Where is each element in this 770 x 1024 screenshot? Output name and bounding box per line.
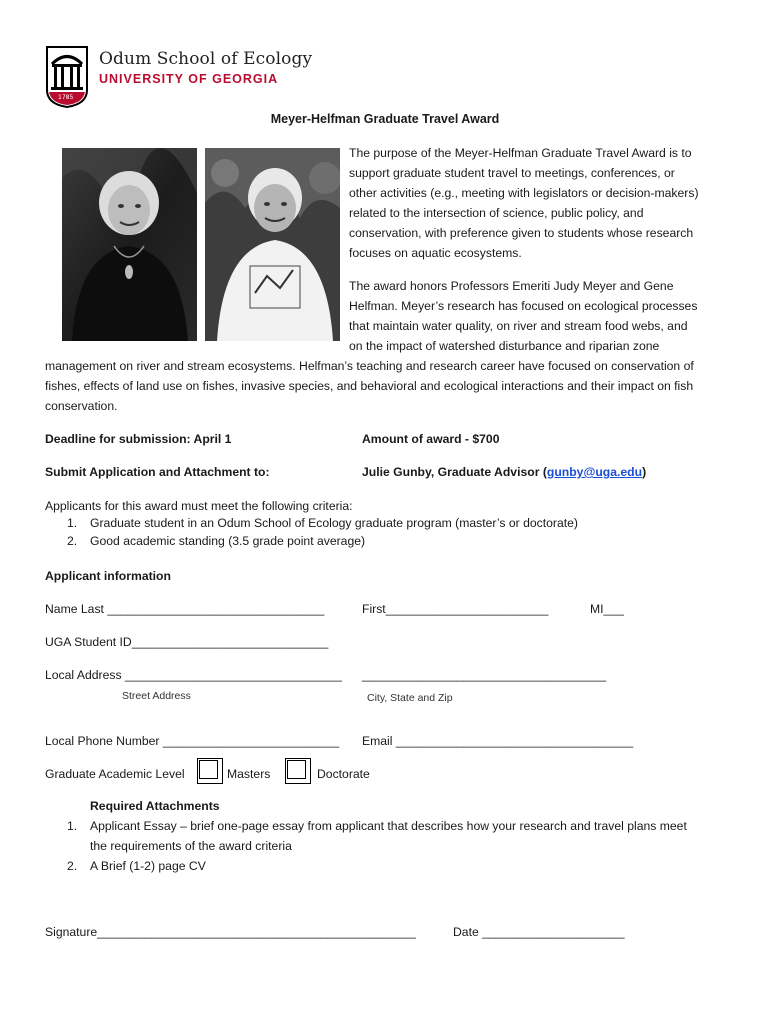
attachments-heading: Required Attachments [90,799,220,813]
text-line: conservation, with preference given to students whose research [349,226,694,240]
text-line: The award honors Professors Emeriti Judy Meyer and Gene [349,279,674,293]
text-line: that maintain water quality, on river and stream food webs, and [349,319,688,333]
middle-initial-field[interactable]: MI___ [590,602,624,616]
attachment-item-1-cont: the requirements of the award criteria [90,839,292,853]
amount-text: Amount of award - $700 [362,432,500,446]
attachment-num-2: 2. [67,859,78,873]
text-line: focuses on aquatic ecosystems. [349,246,522,260]
photo-judy-meyer [62,148,197,341]
text-line: on the impact of watershed disturbance and riparian zone [349,339,660,353]
submit-to-text: Submit Application and Attachment to: [45,465,270,479]
last-name-field[interactable]: Name Last ________________________________ [45,602,325,616]
seal-year: 1785 [58,94,74,101]
advisor-name: Julie Gunby, Graduate Advisor ( [362,465,547,479]
school-name: Odum School of Ecology [99,49,313,69]
local-address-field[interactable]: Local Address ________________________________ [45,668,342,682]
advisor-contact [362,463,646,481]
page-title: Meyer-Helfman Graduate Travel Award [270,112,500,126]
honors-paragraph [349,276,729,356]
applicant-heading: Applicant information [45,569,171,583]
masters-label: Masters [227,767,271,781]
text-line: conservation. [45,399,118,413]
text-line: other activities (e.g., meeting with legislators or decision-makers) [349,186,699,200]
academic-level-label: Graduate Academic Level [45,767,185,781]
student-id-field[interactable]: UGA Student ID_____________________________ [45,635,329,649]
criteria-intro: Applicants for this award must meet the following criteria: [45,499,353,513]
checkbox-inner [287,760,306,779]
text-line: Helfman. Meyer’s research has focused on ecological processes [349,299,698,313]
checkbox-inner [199,760,218,779]
deadline-text: Deadline for submission: April 1 [45,432,232,446]
text-line: related to the intersection of science, public policy, and [349,206,644,220]
doctorate-checkbox[interactable] [285,758,311,784]
criteria-num-2: 2. [67,534,78,548]
phone-field[interactable]: Local Phone Number __________________________ [45,734,340,748]
email-field[interactable]: Email ___________________________________ [362,734,634,748]
date-field[interactable]: Date _____________________ [453,925,625,939]
text-line: fishes, effects of land use on fishes, invasive species, and behavioral and ecological interactions and their impact on fish [45,379,694,393]
university-name: UNIVERSITY OF GEORGIA [99,72,279,86]
criteria-item-2: Good academic standing (3.5 grade point average) [90,534,366,548]
purpose-paragraph [349,143,729,263]
text-line: The purpose of the Meyer-Helfman Graduate Travel Award is to [349,146,692,160]
uga-arch-logo [46,46,88,108]
signature-field[interactable]: Signature_______________________________________________ [45,925,416,939]
advisor-email-link[interactable]: gunby@uga.edu [546,465,643,479]
photo-gene-helfman [205,148,340,341]
criteria-item-1: Graduate student in an Odum School of Ecology graduate program (master’s or doctorate) [90,516,578,530]
text-line: support graduate student travel to meetings, conferences, or [349,166,675,180]
criteria-num-1: 1. [67,516,78,530]
attachment-num-1: 1. [67,819,78,833]
honors-paragraph-continued [45,356,735,416]
advisor-suffix: ) [642,465,647,479]
city-state-zip-caption: City, State and Zip [367,692,453,704]
masters-checkbox[interactable] [197,758,223,784]
doctorate-label: Doctorate [317,767,370,781]
attachment-item-2: A Brief (1-2) page CV [90,859,206,873]
city-state-zip-field[interactable]: ____________________________________ [362,668,607,682]
street-address-caption: Street Address [122,690,191,702]
text-line: management on river and stream ecosystems. Helfman’s teaching and research career have focused on conservation of [45,359,694,373]
first-name-field[interactable]: First________________________ [362,602,549,616]
attachment-item-1: Applicant Essay – brief one-page essay from applicant that describes how your research and travel plans meet [90,819,687,833]
